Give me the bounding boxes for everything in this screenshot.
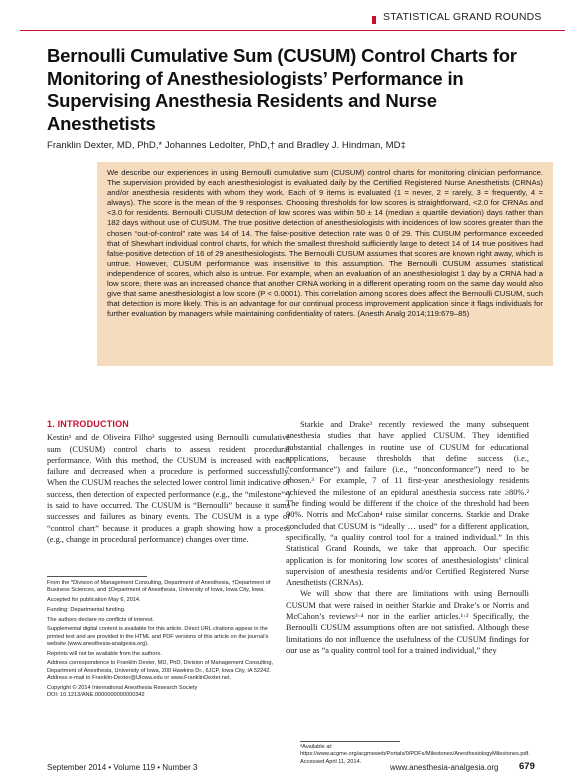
footnote-supplemental: Supplemental digital content is available for this article. Direct URL citations appear in the printed text and are provided in the HTML and PDF versions of this article on the journal’s website (www.anesthesia-analgesia.org).: [47, 626, 269, 648]
article-title: Bernoulli Cumulative Sum (CUSUM) Control Charts for Monitoring of Anesthesiologists’ Performance in Supervising Anesthesia Residents and Nurse Anesthetists: [47, 45, 517, 134]
footer-issue: September 2014 • Volume 119 • Number 3: [47, 763, 198, 772]
footnotes: [47, 580, 283, 700]
footer-website: www.anesthesia-analgesia.org: [390, 763, 499, 772]
footnote-funding: Funding: Departmental funding.: [47, 606, 126, 613]
footnote-doi: DOI: 10.1213/ANE.0000000000000342: [47, 692, 145, 699]
header-rule: [20, 30, 565, 31]
intro-paragraph-right-1: Starkie and Drake³ recently reviewed the many subsequent anesthesia studies that have applied CUSUM. They identified substantial challenges in routine use of CUSUM for educational applications, because thresholds that define success (i.e., “conformance”) and failure (i.e., “nonconformance”) need to be chosen.³ For example, 7 of 11 first-year anesthesiology residents achieved the milestone of an epidural anesthesia success rate ≥80%.² The finding would be different if the choice of the threshold had been 90%. Norris and McCahon⁴ raise similar concerns. Starkie and Drake concluded that CUSUM is “ideally … used” for a different application, specifically, “a quality control tool for a trained individual.” In this Statistical Grand Rounds, we take that approach. Our specific application is for monitoring low scores of anesthesiologists’ clinical supervision of anesthesia residents and/or Certified Registered Nurse Anesthetists (CRNAs).: [286, 420, 529, 588]
right-column: [286, 419, 529, 656]
footnote-conflicts: The authors declare no conflicts of interest.: [47, 616, 154, 623]
footnote-reprints: Reprints will not be available from the authors.: [47, 650, 162, 657]
footnote-affiliations: From the *Division of Management Consulting, Department of Anesthesia, †Department of Business Sciences, and ‡Department of Anesthesia, University of Iowa, Iowa City, Iowa.: [47, 580, 271, 594]
footnote-rule: [47, 576, 147, 577]
footnote-rule-right: [300, 741, 400, 742]
footnote-copyright: Copyright © 2014 International Anesthesia Research Society: [47, 684, 198, 691]
intro-paragraph-right-2: We will show that there are limitations with using Bernoulli CUSUM that were raised in neither Starkie and Drake’s or Norris and McCahon’s reviews³·⁴ nor in the earlier articles.¹·² Specifically, the Bernoulli CUSUM assumptions often are not satisfied. Although these limitations do not influence the usefulness of the CUSUM findings for our use as “a quality control tool for a trained individual,” they: [286, 589, 529, 655]
page-number: 679: [519, 761, 535, 772]
footnote-milestones-url: ᵃAvailable at: https://www.acgme.org/acgmeweb/Portals/0/PDFs/Milestones/AnesthesiologyMilestones.pdf. Accessed April 11, 2014.: [300, 744, 530, 765]
footnote-accepted: Accepted for publication May 6, 2014.: [47, 597, 141, 604]
article-authors: Franklin Dexter, MD, PhD,* Johannes Ledolter, PhD,† and Bradley J. Hindman, MD‡: [47, 140, 406, 151]
intro-paragraph-left: Kestin¹ and de Oliveira Filho² suggested using Bernoulli cumulative sum (CUSUM) control charts to assess resident procedural performance. With this method, the CUSUM is increased with each failure and decreased when a procedure is performed successfully. When the CUSUM reaches the selected lower control limit indicative of success, then detection of expected performance (e.g., the “milestone”ᵃ) is said to have occurred. The CUSUM is “Bernoulli” because it sums successes and failures as binary events. The CUSUM is a type of “control chart” because it produces a graph showing how a process (e.g., change in procedural performance) changes over time.: [47, 433, 290, 544]
left-column: [47, 419, 290, 545]
abstract-box: We describe our experiences in using Bernoulli cumulative sum (CUSUM) control charts for monitoring clinician performance. The supervision provided by each anesthesiologist is evaluated daily by the Certified Registered Nurse Anesthetists (CRNAs) and/or anesthesia residents with whom they work. Each of 9 items is evaluated (1 = never, 2 = rarely, 3 = frequently, 4 = always). The score is the mean of the 9 responses. Choosing thresholds for low scores is straightforward, <2.0 for CRNAs and <3.0 for residents. Bernoulli CUSUM detection of low scores was within 50 ± 14 (median ± quartile deviation) days rather than 182 days without use of CUSUM. The true positive detection of anesthesiologists with incidences of low scores greater than the chosen “out-of-control” rate was 14 of 14. The false-positive detection rate was 0 of 29. This CUSUM performance exceeded that of Shewhart individual control charts, for which the smallest threshold sufficiently large to detect 14 of 14 true positives had false-positive detection of 16 of 29 anesthesiologists. The Bernoulli CUSUM assumes that scores are known right away, which is untrue. However, CUSUM performance was insensitive to this assumption. The Bernoulli CUSUM assumes statistical independence of scores, which also is untrue. For example, when an evaluation of an anesthesiologist 1 day by a CRNA had a low score, there was an increased chance that another CRNA working in a different operating room on the same day would also give that same anesthesiologist a low score (P < 0.0001). This correlation among scores does affect the Bernoulli CUSUM, such that detection is more likely. This is an advantage for our continual process improvement application since it flags individuals for further evaluation by managers while maintaining confidentiality of raters. (Anesth Analg 2014;119:679–85): [97, 162, 553, 366]
header-accent-bar: [372, 16, 376, 24]
section-label: STATISTICAL GRAND ROUNDS: [383, 11, 542, 23]
section-heading: 1. INTRODUCTION: [47, 419, 130, 429]
footnote-correspondence: Address correspondence to Franklin Dexter, MD, PhD, Division of Management Consulting, Department of Anesthesia, University of Iowa, 200 Hawkins Dr., 6JCP, Iowa City, IA 52242. Address e-mail to Franklin-Dexter@UIowa.edu or www.FranklinDexter.net.: [47, 660, 274, 682]
